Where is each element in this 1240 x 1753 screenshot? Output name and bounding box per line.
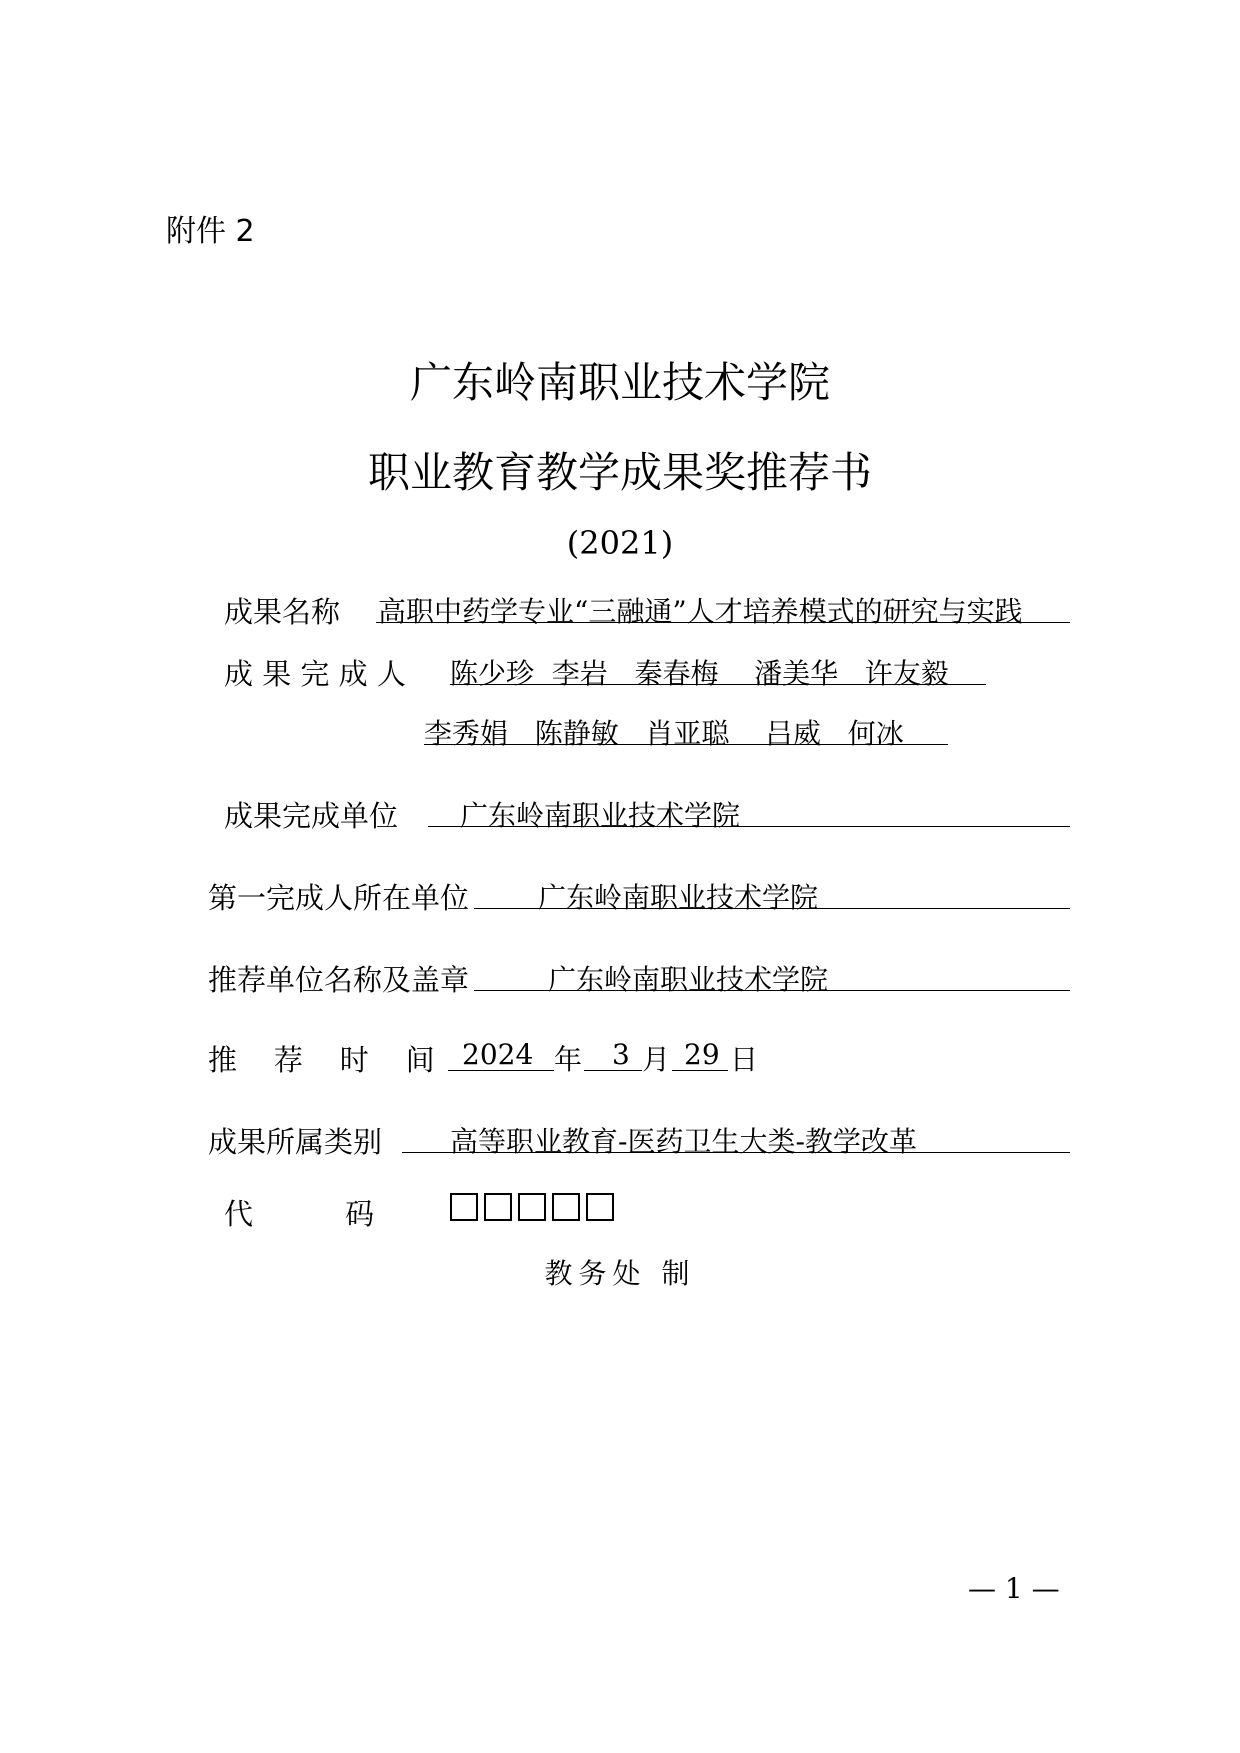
code-box[interactable]	[518, 1193, 546, 1221]
recommend-month-underline	[584, 1070, 642, 1071]
issuer-label: 教务处 制	[544, 1257, 696, 1290]
achievement-name-value: 高职中药学专业“三融通”人才培养模式的研究与实践	[378, 595, 1023, 628]
achievement-name-label: 成果名称	[224, 595, 341, 629]
page-number: — 1 —	[968, 1572, 1060, 1605]
completers-line2-underline	[424, 744, 948, 745]
document-title-recommendation: 职业教育教学成果奖推荐书	[367, 448, 872, 497]
code-box[interactable]	[450, 1193, 478, 1221]
recommend-year-value: 2024	[462, 1038, 534, 1071]
code-boxes	[450, 1193, 620, 1221]
completing-unit-underline	[428, 826, 1070, 827]
recommend-day-underline	[672, 1070, 728, 1071]
completing-unit-value: 广东岭南职业技术学院	[460, 799, 741, 832]
first-completer-unit-underline	[474, 908, 1070, 909]
completing-unit-label: 成果完成单位	[224, 799, 399, 833]
code-label: 代 码	[224, 1197, 375, 1231]
recommend-day-value: 29	[684, 1038, 720, 1071]
document-year: (2021)	[566, 524, 674, 562]
completers-line1: 陈少珍 李岩 秦春梅 潘美华 许友毅	[450, 657, 949, 690]
recommend-month-suffix: 月	[642, 1043, 671, 1076]
completers-line1-underline	[450, 684, 986, 685]
category-value: 高等职业教育-医药卫生大类-教学改革	[450, 1125, 917, 1158]
code-box[interactable]	[552, 1193, 580, 1221]
first-completer-unit-value: 广东岭南职业技术学院	[538, 881, 819, 914]
category-underline	[402, 1152, 1070, 1153]
completers-label: 成 果 完 成 人	[224, 657, 406, 691]
recommending-unit-underline	[474, 990, 1070, 991]
recommend-day-suffix: 日	[730, 1043, 759, 1076]
recommend-month-value: 3	[612, 1038, 630, 1071]
achievement-name-underline	[376, 622, 1070, 623]
recommend-year-underline	[448, 1070, 554, 1071]
recommend-year-suffix: 年	[554, 1043, 583, 1076]
completers-line2: 李秀娟 陈静敏 肖亚聪 吕威 何冰	[424, 717, 904, 750]
recommending-unit-label: 推荐单位名称及盖章	[208, 963, 470, 997]
first-completer-unit-label: 第一完成人所在单位	[208, 881, 470, 915]
attachment-label: 附件 2	[166, 214, 255, 249]
category-label: 成果所属类别	[208, 1125, 383, 1159]
recommend-time-label: 推 荐 时 间	[208, 1043, 435, 1077]
recommending-unit-value: 广东岭南职业技术学院	[548, 963, 829, 996]
document-title-school: 广东岭南职业技术学院	[409, 358, 830, 407]
code-box[interactable]	[586, 1193, 614, 1221]
code-box[interactable]	[484, 1193, 512, 1221]
